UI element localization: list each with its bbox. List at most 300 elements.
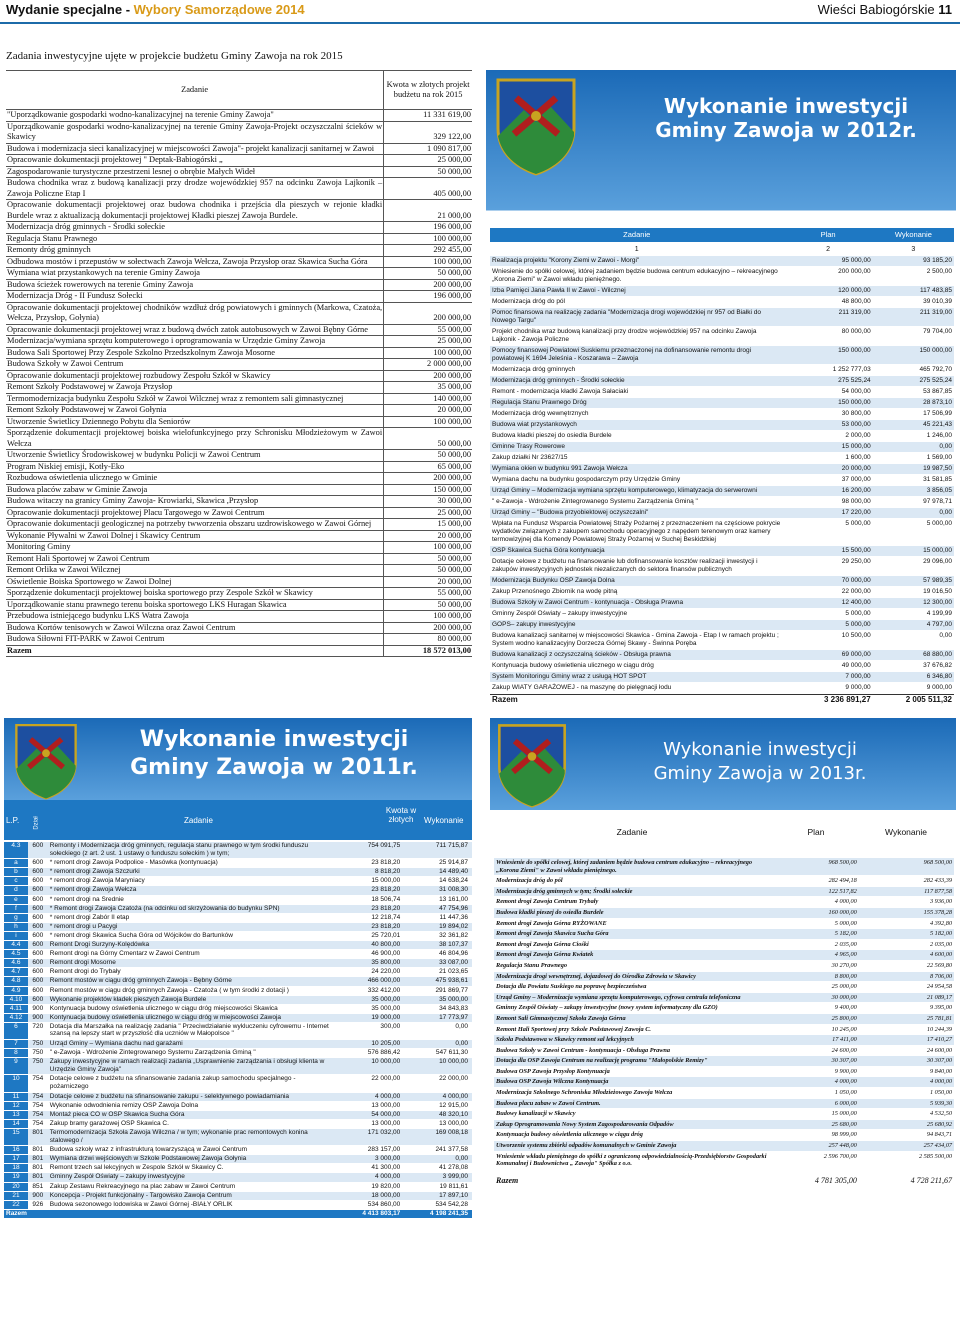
task-cell: Remont drogi do Trybały: [49, 968, 121, 976]
page-header: [0, 0, 960, 24]
dzial-cell: 750: [32, 1058, 44, 1066]
done-cell: 4 000,00: [442, 1092, 468, 1100]
table-row: [494, 1141, 954, 1152]
task-cell: Remont Hali Sportowej w Zawoi Centrum: [6, 553, 384, 565]
plan-cell: 5 000,00: [834, 919, 857, 927]
table-row: [4, 1102, 472, 1111]
task-cell: Remont Orlika w Zawoi Wilcznej: [6, 565, 384, 577]
done-cell: 12 915,00: [439, 1101, 468, 1109]
task-cell: Budowa Siłowni FIT-PARK w Zawoi Centrum: [6, 634, 384, 646]
table-row: [494, 858, 954, 876]
plan-cell: 95 000,00: [841, 257, 871, 264]
amount-cell: 50 000,00: [384, 428, 472, 450]
amount-cell: 534 860,00: [367, 1200, 401, 1208]
table-row: [6, 611, 472, 623]
table-row: [494, 950, 954, 961]
done-cell: 25 781,81: [926, 1014, 952, 1022]
task-cell: Regulacja Stanu Prawnego: [496, 961, 568, 969]
plan-cell: 122 517,82: [828, 887, 857, 895]
table-row: [494, 1035, 954, 1046]
plan-cell: 25 000,00: [831, 983, 857, 991]
amount-cell: 3 000,00: [374, 1155, 401, 1163]
table-row: [4, 1093, 472, 1102]
done-cell: 68 880,00: [923, 651, 952, 658]
task-cell: Modernizacja dróg gminnych: [492, 366, 576, 373]
table-row: [490, 453, 954, 464]
dzial-cell: 750: [32, 1040, 44, 1048]
task-cell: Opracowanie dokumentacji projektowej rozbudowy Zespołu Szkół w Skawicy: [6, 370, 384, 382]
task-cell: Szkoła Podstawowa w Skawicy remont sal lekcyjnych: [496, 1036, 634, 1044]
col-task-header: Zadanie: [616, 827, 648, 837]
amount-cell: 23 818,20: [371, 859, 401, 867]
task-cell: Modernizacja drogi wewnętrznej, dojazdowej do Ośrodka Zdrowia w Skawicy: [496, 972, 696, 980]
done-cell: 4 600,00: [929, 951, 952, 959]
task-cell: Remonty i Modernizacja dróg gminnych, regulacja stanu prawnego w tym środki funduszu sołeckiego (z art. 2 ust. 1 ustawy o funduszu sołeckim ) w tym;: [49, 842, 309, 857]
lp-cell: g: [4, 914, 28, 922]
dzial-cell: 600: [32, 931, 44, 939]
table-row: [4, 1129, 472, 1146]
table-row: [6, 268, 472, 280]
plan-cell: 2 035,00: [834, 940, 857, 948]
task-cell: * remont drogi Zawoja Wełcza: [49, 886, 137, 894]
plan-cell: 20 000,00: [841, 465, 871, 472]
done-cell: 38 107,37: [439, 941, 468, 949]
amount-cell: 171 032,00: [367, 1129, 401, 1136]
amount-cell: 65 000,00: [384, 461, 472, 473]
section-label: Wydanie specjalne -: [6, 2, 134, 17]
task-cell: Gminne Trasy Rowerowe: [492, 443, 565, 450]
task-cell: " e-Zawoja - Wdrożenie Zintegrowanego Systemu Zarządzenia Gminą ": [492, 498, 698, 505]
task-cell: Remont mostów w ciągu dróg gminnych Zawoja - Czatoża ( w tym środki z dotacji ): [49, 986, 289, 994]
table-row: [6, 279, 472, 291]
sum-done: 2 005 511,32: [905, 695, 952, 704]
amount-cell: 8 818,20: [374, 868, 401, 876]
table-row: [6, 416, 472, 428]
done-cell: 2 035,00: [929, 940, 952, 948]
done-cell: 4 532,50: [929, 1110, 952, 1118]
table-row: [4, 941, 472, 950]
task-cell: Urząd Gminy – Modernizacja wymiana sprzętu komputerowego, cyfrowa centrala telefoniczna: [496, 993, 741, 1001]
plan-cell: 150 000,00: [838, 347, 871, 354]
task-cell: Modernizacja dróg gminnych - Środki sołeckie: [6, 222, 384, 234]
table-row: [6, 484, 472, 496]
sum-label: Razem: [6, 645, 384, 657]
dzial-cell: 801: [32, 1173, 44, 1181]
amount-cell: 35 800,00: [371, 959, 401, 967]
table-row: [4, 1164, 472, 1173]
done-cell: 53 867,85: [923, 388, 952, 395]
plan-cell: 9 900,00: [834, 1067, 857, 1075]
amount-cell: 13 000,00: [371, 1119, 401, 1127]
task-cell: Budowa sezonowego lodowiska w Zawoi Górnej -BIAŁY ORLIK: [49, 1200, 233, 1208]
done-cell: 5 182,00: [929, 930, 952, 938]
lp-cell: 11: [4, 1093, 28, 1101]
done-cell: 534 542,28: [435, 1200, 468, 1208]
task-cell: * remont drogi na Średnie: [49, 895, 124, 903]
coat-of-arms-icon: [494, 76, 578, 176]
table-row: [6, 291, 472, 303]
table-row: [6, 461, 472, 473]
newspaper-name: Wieści Babiogórskie: [817, 2, 939, 17]
task-cell: Kontynuacja budowy oświetlenia ulicznego w ciągu dróg miejscowości Skawica: [49, 1004, 278, 1012]
lp-cell: 14: [4, 1120, 28, 1128]
table-row: [4, 914, 472, 923]
table-row: [6, 405, 472, 417]
panel-title-line2: Gminy Zawoja w 2012r.: [655, 118, 917, 142]
dzial-cell: 600: [32, 950, 44, 958]
budget-2015-table: [6, 70, 472, 657]
table-row: [4, 1040, 472, 1049]
table-row: [4, 859, 472, 868]
lp-cell: 12: [4, 1102, 28, 1110]
table-row: [490, 308, 954, 327]
done-cell: 0,00: [939, 632, 952, 639]
task-cell: Budowa szkoły wraz z infrastrukturą towarzyszącą w Zawoi Centrum: [49, 1146, 248, 1154]
lp-cell: 19: [4, 1173, 28, 1181]
lp-cell: 16: [4, 1146, 28, 1154]
done-cell: 275 525,24: [919, 377, 952, 384]
done-cell: 22 000,00: [439, 1075, 468, 1083]
plan-cell: 150 000,00: [838, 399, 871, 406]
amount-cell: 1 090 817,00: [384, 143, 472, 155]
lp-cell: 20: [4, 1183, 28, 1191]
amount-cell: 19 820,00: [371, 1182, 401, 1190]
plan-cell: 17 220,00: [841, 509, 871, 516]
task-cell: Budowa placu zabaw w Zawoi Centrum.: [496, 1099, 601, 1107]
col-number: 2: [826, 246, 831, 253]
section-title: [6, 2, 305, 17]
table-row: [490, 327, 954, 346]
table-row: [6, 507, 472, 519]
amount-cell: 22 000,00: [371, 1075, 401, 1083]
done-cell: 41 278,08: [439, 1164, 468, 1172]
plan-cell: 200 000,00: [838, 268, 871, 275]
plan-cell: 25 680,00: [831, 1120, 857, 1128]
table-row: [490, 256, 954, 267]
done-cell: 17 506,99: [923, 410, 952, 417]
amount-cell: 13 000,00: [371, 1101, 401, 1109]
done-cell: 17 773,97: [439, 1013, 468, 1021]
done-cell: 1 569,00: [926, 454, 952, 461]
table-row: [6, 519, 472, 531]
amount-cell: 292 455,00: [384, 245, 472, 257]
task-cell: Budowa kładki pieszej do osiedla Burdele: [496, 908, 604, 916]
plan-cell: 9 000,00: [845, 684, 871, 691]
col-number: 3: [911, 246, 916, 253]
task-cell: Projekt chodnika wraz budową kanalizacji przy drodze wojewódzkiej 957 na odcinku Zawoja Lajkonik - Zawoja Policzne: [492, 328, 757, 343]
done-cell: 6 346,80: [926, 673, 952, 680]
done-cell: 3 999,00: [442, 1173, 468, 1181]
plan-cell: 4 000,00: [834, 1078, 857, 1086]
done-cell: 1 050,00: [929, 1089, 952, 1097]
plan-cell: 22 000,00: [841, 588, 871, 595]
done-cell: 15 000,00: [923, 547, 952, 554]
lp-cell: f: [4, 905, 28, 913]
dzial-cell: 754: [32, 1110, 44, 1118]
amount-cell: 100 000,00: [384, 233, 472, 245]
task-cell: " e-Zawoja - Wdrożenie Zintegrowanego Systemu Zarządzenia Gminą ": [49, 1049, 256, 1057]
done-cell: 21 023,65: [439, 968, 468, 976]
table-row: [4, 842, 472, 859]
task-cell: Monitoring Gminy: [6, 542, 384, 554]
dzial-cell: 801: [32, 1155, 44, 1163]
sum-value: 18 572 013,00: [384, 645, 472, 657]
done-cell: 30 307,00: [926, 1057, 952, 1065]
dzial-cell: 600: [32, 922, 44, 930]
plan-cell: 1 252 777,03: [832, 366, 871, 373]
task-cell: Zakup Zestawu Rekreacyjnego na plac zabaw w Zawoi Centrum: [49, 1182, 236, 1190]
section-subtitle: Wybory Samorządowe 2014: [133, 2, 305, 17]
done-cell: 79 704,00: [923, 328, 952, 335]
amount-cell: 466 000,00: [367, 977, 401, 985]
done-cell: 34 843,83: [439, 1004, 468, 1012]
plan-cell: 9 400,00: [834, 1004, 857, 1012]
amount-cell: 100 000,00: [384, 347, 472, 359]
plan-cell: 1 600,00: [845, 454, 871, 461]
plan-cell: 257 448,00: [828, 1142, 857, 1150]
done-cell: 4 000,00: [929, 1078, 952, 1086]
done-cell: 2 500,00: [926, 268, 952, 275]
done-cell: 711 715,87: [435, 842, 468, 849]
table-row: [494, 1077, 954, 1088]
panel-title-line2: Gminy Zawoja w 2011r.: [130, 755, 418, 780]
table-row: [490, 431, 954, 442]
dzial-cell: 600: [32, 895, 44, 903]
table-row: [6, 222, 472, 234]
investments-2013-rows: [494, 858, 954, 1186]
panel-title: [114, 726, 434, 782]
amount-cell: 50 000,00: [384, 565, 472, 577]
table-row: [6, 553, 472, 565]
amount-cell: 4 000,00: [374, 1173, 401, 1181]
task-cell: Budowa i modernizacja sieci kanalizacyjnej w miejscowości Zawoja"- projekt kanalizacji sanitarnej w Zawoi: [6, 143, 384, 155]
done-cell: 5 000,00: [926, 520, 952, 527]
amount-cell: 200 000,00: [384, 302, 472, 324]
plan-cell: 80 000,00: [841, 328, 871, 335]
table-row: [494, 1046, 954, 1057]
task-cell: Dotacje celowe z budżetu na finansowanie lub dofinansowanie kosztów realizacji inwestycji i zakupów inwestycyjnych jednostek niezaliczanych do sektora finansów publicznych: [492, 558, 758, 573]
panel-title: [610, 738, 910, 786]
amount-cell: 300,00: [380, 1022, 401, 1030]
table-row: [494, 876, 954, 887]
done-cell: 31 581,85: [923, 476, 952, 483]
plan-cell: 37 000,00: [841, 476, 871, 483]
amount-cell: 18 000,00: [371, 1191, 401, 1199]
table-row: [4, 868, 472, 877]
table-row: [490, 420, 954, 431]
task-cell: Modernizacja dróg do pól: [496, 877, 563, 885]
lp-cell: 21: [4, 1192, 28, 1200]
task-cell: Opracowanie dokumentacji geologicznej na potrzeby twworzenia obszaru uzdrowiskowego w Zawoi Górnej: [6, 519, 384, 531]
done-cell: 17 897,10: [439, 1191, 468, 1199]
done-cell: 22 569,80: [926, 961, 952, 969]
done-cell: 57 989,35: [923, 577, 952, 584]
lp-cell: 4.3: [4, 842, 28, 858]
amount-cell: 35 000,00: [371, 1004, 401, 1012]
dzial-cell: 754: [32, 1092, 44, 1100]
col-task-header: Zadanie: [184, 816, 213, 825]
task-cell: Budowa Kortów tenisowych w Zawoi Wilczna oraz Zawoi Centrum: [6, 622, 384, 634]
dzial-cell: 600: [32, 904, 44, 912]
lp-cell: 4.8: [4, 977, 28, 985]
task-cell: Pomocy finansowej Powiatowi Suskiemu przeznaczonej na dofinansowanie remontu drogi powiatowej K 1694 Jeleśnia - Koszarawa – Zawoja: [492, 347, 752, 362]
task-cell: Kontynuacja budowy oświetlenia ulicznego w ciągu dróg w miejscowości Zawoja: [49, 1013, 282, 1021]
done-cell: 35 000,00: [439, 995, 468, 1003]
task-cell: * remont drogi Zawoja Podpolice - Masówka (kontynuacja): [49, 859, 218, 867]
done-cell: 4 199,99: [926, 610, 952, 617]
plan-cell: 5 000,00: [845, 520, 871, 527]
lp-cell: 22: [4, 1201, 28, 1209]
plan-cell: 98 000,00: [841, 498, 871, 505]
table-row: [494, 1099, 954, 1110]
amount-cell: 23 818,20: [371, 904, 401, 912]
task-cell: * remont drogi Zawoja Maryniacy: [49, 877, 145, 885]
dzial-cell: 600: [32, 886, 44, 894]
table-row: [490, 546, 954, 557]
task-cell: Remont - modernizacja kładki Zawoja Sałaciaki: [492, 388, 629, 395]
task-cell: Wniesienie wkładu pieniężnego do spółki z ograniczoną odpowiedzialnością-Przedsiębiorstw Gospodarki Komunalnej i Budownictwa „ Zawoja" Spółka z o.o.: [496, 1152, 767, 1168]
done-cell: 25 680,92: [926, 1120, 952, 1128]
sum-done: 4 728 211,67: [910, 1175, 952, 1185]
table-row: [4, 1173, 472, 1182]
task-cell: Budowa placów zabaw w Gminie Zawoja: [6, 484, 384, 496]
plan-cell: 48 800,00: [841, 298, 871, 305]
task-cell: Zakup Przenośnego Zbiornik na wodę pitną: [492, 588, 618, 595]
table-row: [6, 530, 472, 542]
task-cell: Utworzenie Świetlicy Dziennego Pobytu dla Seniorów: [6, 416, 384, 428]
table-row: [490, 650, 954, 661]
amount-cell: 50 000,00: [384, 166, 472, 178]
table-row: [490, 486, 954, 497]
task-cell: Modernizacja dróg do pól: [492, 298, 565, 305]
task-cell: Zakup Oprogramowania Nowy System Zagospodarowania Odpadów: [496, 1120, 674, 1128]
sum-amount: 4 413 803,17: [362, 1209, 401, 1217]
task-cell: Program Niskiej emisji, Kotły-Eko: [6, 461, 384, 473]
amount-cell: 18 506,74: [371, 895, 401, 903]
table-row: [4, 968, 472, 977]
amount-cell: 50 000,00: [384, 599, 472, 611]
table-row: [490, 519, 954, 546]
table-row: [6, 576, 472, 588]
table-row: [4, 896, 472, 905]
task-cell: GOPS– zakupy inwestycyjne: [492, 621, 576, 628]
done-cell: 13 000,00: [439, 1119, 468, 1127]
dzial-cell: 600: [32, 868, 44, 876]
table-row: [4, 959, 472, 968]
amount-cell: 4 000,00: [374, 1092, 401, 1100]
table-row: [4, 1049, 472, 1058]
amount-cell: 46 900,00: [371, 950, 401, 958]
table-row: [490, 398, 954, 409]
task-cell: Remont trzech sal lekcyjnych w Zespole Szkół w Skawicy C.: [49, 1164, 224, 1172]
plan-cell: 7 000,00: [845, 673, 871, 680]
done-cell: 93 185,20: [923, 257, 952, 264]
dzial-cell: 801: [32, 1146, 44, 1154]
table-header: [4, 800, 472, 840]
done-cell: 14 638,24: [439, 877, 468, 885]
col-task-header: Zadanie: [623, 230, 651, 239]
task-cell: Modernizacja dróg gminnych - Środki sołeckie: [492, 377, 625, 384]
table-row: [6, 245, 472, 257]
done-cell: 19 811,61: [439, 1182, 468, 1190]
coat-of-arms-icon: [12, 722, 80, 800]
task-cell: Remont Sali Gimnastycznej Szkoła Zawoja Górna: [496, 1014, 626, 1022]
done-cell: 0,00: [455, 1040, 468, 1048]
table-row: [6, 256, 472, 268]
table-row: [490, 609, 954, 620]
col-amount-header: Kwota w złotych: [385, 806, 417, 824]
plan-cell: 10 245,00: [831, 1025, 857, 1033]
task-cell: Remonty dróg gminnych: [6, 245, 384, 257]
amount-cell: 25 000,00: [384, 155, 472, 167]
task-cell: Opracowanie dokumentacji projektowej wraz z budową dwóch zatok autobusowych w Zawoi Bębny Górne: [6, 324, 384, 336]
table-row: [6, 347, 472, 359]
amount-cell: 200 000,00: [384, 279, 472, 291]
task-cell: Kontynuacja budowy oświetlenia ulicznego w ciągu dróg: [492, 662, 654, 669]
table-row: [6, 155, 472, 167]
done-cell: 32 361,82: [439, 931, 468, 939]
done-cell: 0,00: [455, 1022, 468, 1030]
done-cell: 169 008,18: [435, 1129, 468, 1136]
task-cell: Remont Szkoły Podstawowej w Zawoi Gołynia: [6, 405, 384, 417]
plan-cell: 30 270,00: [831, 961, 857, 969]
task-cell: Wniesienie do spółki celowej, której zadaniem będzie budowa centrum edukacyjno – rekreacyjnego „Korona Ziemi" w Zawoi wkładu pieniężnego.: [496, 859, 753, 874]
done-cell: 241 377,58: [435, 1146, 468, 1154]
plan-cell: 30 800,00: [841, 410, 871, 417]
amount-cell: 30 000,00: [384, 496, 472, 508]
plan-cell: 5 000,00: [845, 610, 871, 617]
task-cell: Dotacje celowe z budżetu na sfinansowanie zadania zakup samochodu specjalnego - pożarniczego: [49, 1075, 296, 1091]
newspaper-title: [818, 2, 952, 17]
table-row: [4, 1005, 472, 1014]
task-cell: Budowa wiat przystankowych: [492, 421, 577, 428]
table-row: [494, 1109, 954, 1120]
done-cell: 12 300,00: [923, 599, 952, 606]
task-cell: Remont drogi Mosorne: [49, 959, 116, 967]
dzial-cell: 900: [32, 1013, 44, 1021]
col-done-header: Wykonanie: [424, 816, 464, 825]
table-row: [4, 1155, 472, 1164]
table-sum-row: [4, 1210, 472, 1219]
table-row: [6, 496, 472, 508]
done-cell: 45 221,43: [923, 421, 952, 428]
lp-cell: e: [4, 896, 28, 904]
table-row: [6, 166, 472, 178]
done-cell: 48 320,10: [439, 1110, 468, 1118]
plan-cell: 24 600,00: [831, 1046, 857, 1054]
table-row: [490, 475, 954, 486]
task-cell: Uporządkowanie stanu prawnego terenu boiska sportowego LKS Huragan Skawica: [6, 599, 384, 611]
plan-cell: 70 000,00: [841, 577, 871, 584]
task-cell: Oświetlenie Boiska Sportowego w Zawoi Dolnej: [6, 576, 384, 588]
plan-cell: 2 596 700,00: [823, 1152, 857, 1160]
plan-cell: 1 050,00: [834, 1089, 857, 1097]
table-row: [4, 1023, 472, 1040]
table-row: [490, 376, 954, 387]
plan-cell: 15 000,00: [841, 443, 871, 450]
amount-cell: 20 000,00: [384, 405, 472, 417]
table-row: [4, 977, 472, 986]
amount-cell: 23 818,20: [371, 886, 401, 894]
plan-cell: 4 000,00: [834, 898, 857, 906]
task-cell: Opracowanie dokumentacji projektowej Placu Targowego w Zawoi Centrum: [6, 507, 384, 519]
col-done-header: Wykonanie: [885, 827, 927, 837]
budget-2015-title: Zadania inwestycyjne ujęte w projekcie budżetu Gminy Zawoja na rok 2015: [6, 50, 343, 62]
dzial-cell: 600: [32, 842, 44, 849]
task-cell: Remont mostów w ciągu dróg gminnych Zawoja - Bębny Górne: [49, 977, 232, 985]
table-row: [490, 631, 954, 650]
amount-cell: 100 000,00: [384, 416, 472, 428]
